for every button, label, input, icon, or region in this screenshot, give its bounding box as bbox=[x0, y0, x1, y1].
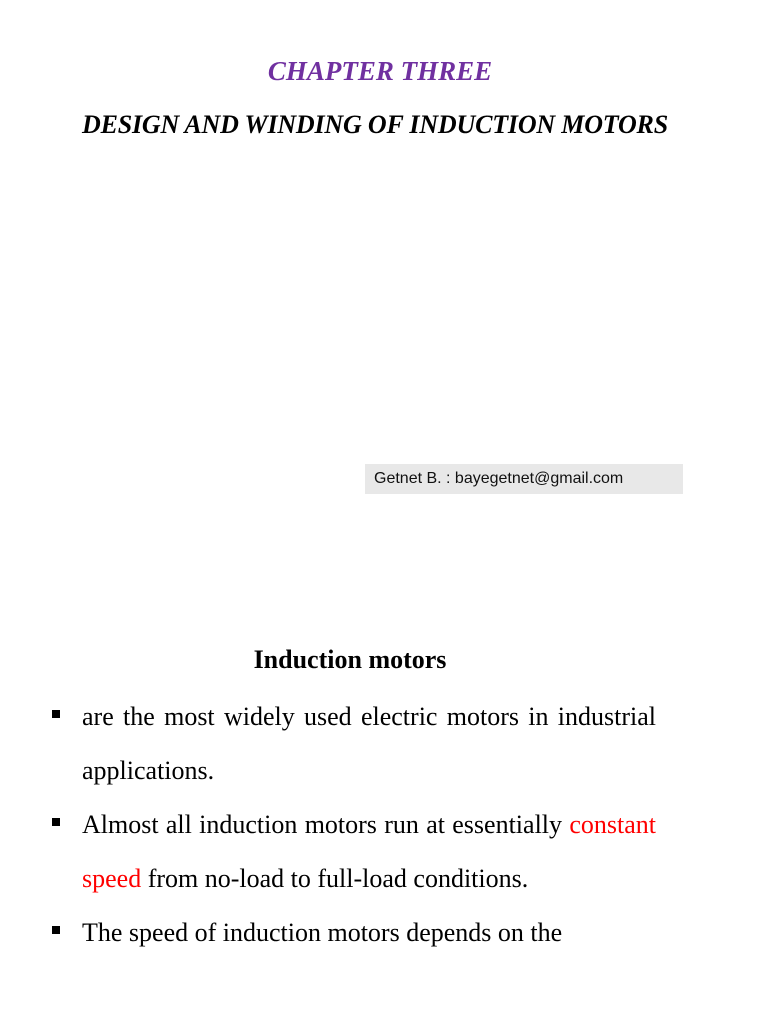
bullet-item bbox=[52, 906, 656, 960]
square-bullet-icon bbox=[52, 926, 60, 934]
bullet-text-before: Almost all induction motors run at essentially bbox=[82, 810, 570, 839]
bullet-item bbox=[52, 690, 656, 798]
square-bullet-icon bbox=[52, 710, 60, 718]
bullet-text-after: from no-load to full-load conditions. bbox=[141, 864, 529, 893]
highlighted-term: constant speed bbox=[82, 810, 656, 893]
bullet-list bbox=[52, 690, 656, 960]
bullet-text: are the most widely used electric motors in industrial applications. bbox=[82, 702, 656, 785]
section-heading: Induction motors bbox=[253, 645, 447, 674]
bullet-item bbox=[52, 798, 656, 906]
square-bullet-icon bbox=[52, 818, 60, 826]
author-contact: Getnet B. : bayegetnet@gmail.com bbox=[365, 464, 683, 494]
bullet-text: The speed of induction motors depends on the bbox=[82, 918, 563, 947]
page-title: DESIGN AND WINDING OF INDUCTION MOTORS bbox=[82, 110, 668, 139]
chapter-label: CHAPTER THREE bbox=[267, 56, 493, 86]
